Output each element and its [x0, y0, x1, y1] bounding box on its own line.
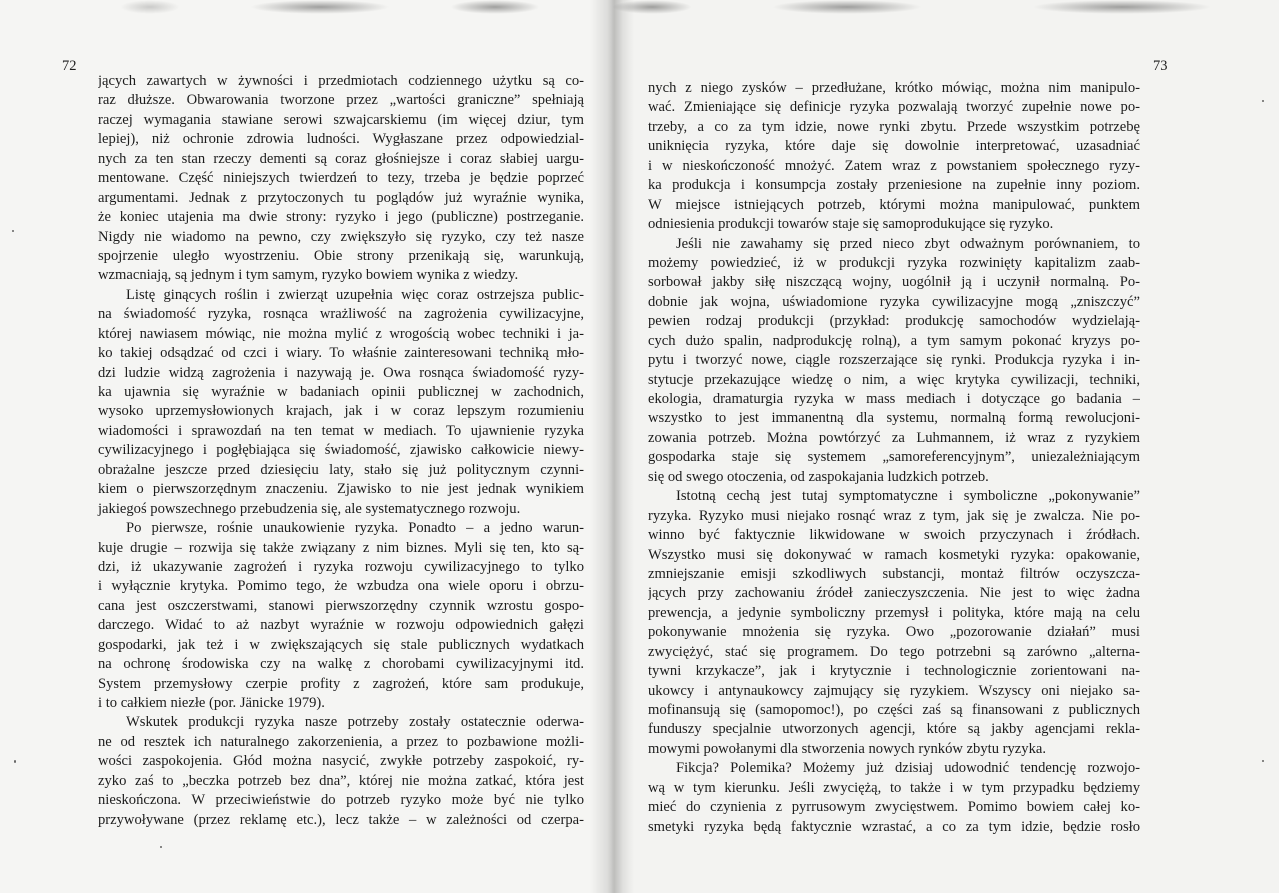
- scan-smudge: [120, 0, 180, 14]
- text-line: System przemysłowy czerpie profity z zagrożeń, które sam produkuje,: [98, 675, 584, 692]
- text-line: mieć do czynienia z pyrrusowym zwycięstwem. Pomimo bowiem całej ko-: [648, 799, 1140, 816]
- text-line: ka ujawnia się wyraźnie w badaniach opinii publicznej w zachodnich,: [98, 384, 584, 401]
- text-line: gospodarki, jak też i w zwiększających się stale publicznych wydatkach: [98, 636, 584, 653]
- text-line: darczego. Widać to aż nazbyt wyraźnie w rozwoju odpowiednich gałęzi: [98, 617, 584, 634]
- text-line: na świadomość ryzyka, rosnąca wrażliwość na zagrożenia cywilizacyjne,: [98, 306, 584, 323]
- text-line: cych dużo spalin, nadprodukcję rolną), a tym samym pokonać kryzys po-: [648, 332, 1140, 349]
- text-line: wości zaspokojenia. Głód można nasycić, zwykłe potrzeby zaspokoić, ry-: [98, 753, 584, 770]
- text-line: się od swego otoczenia, od zaspokajania ludzkich potrzeb.: [648, 468, 989, 485]
- text-line: Fikcja? Polemika? Możemy już dzisiaj udowodnić tendencję rozwojo-: [676, 760, 1140, 777]
- scan-speck: [14, 760, 16, 763]
- text-line: ryzyka. Ryzyko musi niejako rosnąć wraz z tym, jak się je zwalcza. Nie po-: [648, 507, 1140, 524]
- scan-smudge: [450, 0, 540, 14]
- scan-smudge: [250, 0, 390, 14]
- text-line: wą w tym kierunku. Jeśli zwyciężą, to także i w tym przypadku będziemy: [648, 779, 1140, 796]
- text-line: nieskończona. W przeciwieństwie do potrzeb ryzyko może być nie tylko: [98, 792, 584, 809]
- text-line: Po pierwsze, rośnie unaukowienie ryzyka. Ponadto – a jedno warun-: [126, 520, 584, 537]
- text-line: nych z niego zysków – przedłużane, krótko mówiąc, można nim manipulo-: [648, 80, 1140, 96]
- text-line: lepiej), niż ochronie zdrowia ludności. Wygłaszane przez odpowiedzial-: [98, 131, 584, 148]
- text-line: jakiegoś powszechnego przebudzenia się, ale systematycznego rozwoju.: [98, 500, 521, 517]
- scan-smudge: [1032, 0, 1212, 14]
- text-line: że koniec utajenia ma dwie strony: ryzyko i jego (publiczne) postrzeganie.: [98, 209, 584, 226]
- scan-speck: [160, 846, 162, 848]
- text-line: ka produkcja i konsumpcja zostały przeniesione na zupełnie inny poziom.: [648, 177, 1140, 194]
- text-line: prewencja, a jedynie symboliczny przemysł i polityka, które mają na celu: [648, 604, 1140, 621]
- page-number: 72: [62, 58, 77, 74]
- text-line: jących zawartych w żywności i przedmiotach codziennego użytku są co-: [98, 73, 584, 89]
- text-line: Wskutek produkcji ryzyka nasze potrzeby zostały ostatecznie oderwa-: [126, 714, 584, 731]
- text-line: kiem o pierwszorzędnym znaczeniu. Zjawisko to nie jest jednak wynikiem: [98, 481, 584, 498]
- text-line: raczej wymagania stawiane serowi szwajcarskiemu (im więcej dziur, tym: [98, 111, 584, 128]
- text-line: ekologia, dramaturgia ryzyka w mass mediach i dotyczące go badania –: [648, 391, 1140, 408]
- left-text-column: [98, 72, 584, 830]
- text-line: wysoko uprzemysłowionych krajach, jak i w coraz lepszym rozumieniu: [98, 403, 584, 420]
- text-line: zwyciężyć, stać się programem. Do tego potrzebni są zarówno „alterna-: [648, 643, 1140, 660]
- text-line: raz dłuższe. Obwarowania tworzone przez „wartości graniczne” spełniają: [98, 92, 584, 109]
- scan-smudge: [612, 0, 692, 14]
- scan-speck: [1262, 760, 1264, 762]
- text-line: wszystko to jest immanentną dla systemu, normalną formą rewolucjoni-: [648, 410, 1140, 427]
- text-line: zmniejszanie emisji szkodliwych substancji, montaż filtrów oczyszcza-: [648, 565, 1140, 582]
- text-line: dzi ludzie widzą zagrożenia i nazywają je. Owa rosnąca świadomość ryzy-: [98, 364, 584, 381]
- text-line: uniknięcia ryzyka, które daje się dowolnie interpretować, uzasadniać: [648, 138, 1140, 155]
- text-line: obrażalne jeszcze przed dziesięciu laty, stało się już politycznym czynni-: [98, 461, 584, 478]
- text-line: mofinansują się (samopomoc!), po części zaś są finansowani z publicznych: [648, 702, 1140, 719]
- text-line: zowania potrzeb. Można powtórzyć za Luhmannem, iż wraz z ryzykiem: [648, 429, 1140, 446]
- text-line: smetyki ryzyka będą faktycznie wzrastać, a co za tym idzie, będzie rosło: [648, 818, 1140, 835]
- text-line: kuje drugie – rozwija się także związany z nim biznes. Myli się ten, kto są-: [98, 539, 584, 556]
- text-line: argumentami. Jednak z przytoczonych tu poglądów już wyraźnie wynika,: [98, 189, 584, 206]
- text-line: i to całkiem niezłe (por. Jänicke 1979).: [98, 695, 325, 712]
- text-line: pytu i tworzyć nowe, ciągle rozszerzające się rynki. Produkcja ryzyka i in-: [648, 352, 1140, 369]
- text-line: mowymi powołanymi dla stworzenia nowych rynków zbytu ryzyka.: [648, 740, 1047, 757]
- text-line: Jeśli nie zawahamy się przed nieco zbyt odważnym porównaniem, to: [676, 235, 1140, 252]
- right-page: [612, 0, 1279, 893]
- text-line: Nigdy nie wiadomo na pewno, czy zwiększyło się ryzyko, czy też nasze: [98, 228, 584, 245]
- text-line: i w nieskończoność mnożyć. Zatem wraz z powstaniem społecznego ryzy-: [648, 157, 1140, 174]
- text-line: wiadomości i sprawozdań na ten temat w mediach. To ujawnienie ryzyka: [98, 422, 584, 439]
- text-line: spojrzenie uległo wyostrzeniu. Obie strony przenikają się, warunkują,: [98, 247, 584, 264]
- text-line: cywilizacyjnego i pogłębiająca się świadomość, zjawisko całkowicie niewy-: [98, 442, 584, 459]
- text-line: gospodarka staje się systemem „samoreferencyjnym”, uniezależniającym: [648, 449, 1140, 466]
- text-line: zyko zaś to „beczka potrzeb bez dna”, której nie można zatkać, która jest: [98, 772, 584, 789]
- text-line: odniesienia produkcji towarów staje się samoprodukujące się ryzyko.: [648, 216, 1054, 233]
- text-line: pokonywanie mnożenia się ryzyka. Owo „pozorowanie działań” musi: [648, 624, 1140, 641]
- text-line: stytucje przekazujące wiedzę o nim, a więc krytyka cywilizacji, techniki,: [648, 371, 1140, 388]
- text-line: dzi, iż ukazywanie zagrożeń i ryzyka rozwoju cywilizacyjnego to tylko: [98, 558, 584, 575]
- text-line: nych za ten stan rzeczy dementi są coraz głośniejsze i coraz słabiej uargu-: [98, 150, 584, 167]
- text-line: możemy powiedzieć, iż w produkcji ryzyka rozwinięty kapitalizm zaab-: [648, 254, 1140, 271]
- text-line: cana jest oszczerstwami, stanowi pierwszorzędny czynnik wzrostu gospo-: [98, 597, 584, 614]
- text-line: której nawiasem mówiąc, nie można mylić z wrogością wobec techniki i ja-: [98, 325, 584, 342]
- text-line: na ochronę środowiska czy na walkę z chorobami cywilizacyjnymi itd.: [98, 656, 584, 673]
- scan-speck: [1262, 100, 1264, 102]
- text-line: ko takiej odsądzać od czci i wiary. To właśnie zainteresowani techniką mło-: [98, 345, 584, 362]
- text-line: i wyłącznie krytyka. Pomimo tego, że wzbudza ona wiele oporu i obrzu-: [98, 578, 584, 595]
- text-line: W miejsce istniejących potrzeb, którymi można manipulować, punktem: [648, 196, 1140, 213]
- text-line: tywni krzykacze”, jak i krytycznie i technologicznie zorientowani na-: [648, 663, 1140, 680]
- left-page: [0, 0, 612, 893]
- text-line: pewien rodzaj produkcji (przykład: produkcję samochodów wydzielają-: [648, 313, 1140, 330]
- text-line: Listę ginących roślin i zwierząt uzupełnia więc coraz ostrzejsza public-: [126, 286, 584, 303]
- scan-smudge: [772, 0, 922, 14]
- text-line: wać. Zmieniające się definicje ryzyka pozwalają tworzyć zupełnie nowe po-: [648, 99, 1140, 116]
- text-line: mentowane. Część niniejszych twierdzeń to tezy, trzeba je będzie poprzeć: [98, 170, 584, 187]
- text-line: trzeby, a co za tym idzie, nowe rynki zbytu. Przede wszystkim potrzebę: [648, 118, 1140, 135]
- text-line: dobnie jak wojna, uświadomione ryzyka cywilizacyjne mogą „zniszczyć”: [648, 293, 1140, 310]
- text-line: Istotną cechą jest tutaj symptomatyczne i symboliczne „pokonywanie”: [676, 488, 1140, 505]
- text-line: ne od resztek ich naturalnego zakorzenienia, a przez to pozbawione możli-: [98, 733, 584, 750]
- text-line: Wszystko musi się dokonywać w ramach kosmetyki ryzyka: opakowanie,: [648, 546, 1140, 563]
- text-line: wzmacniają, są jednym i tym samym, ryzyko bowiem wynika z wiedzy.: [98, 267, 519, 284]
- text-line: winno być faktycznie likwidowane w swoich przyczynach i źródłach.: [648, 527, 1140, 544]
- page-number: 73: [1153, 58, 1168, 74]
- text-line: przywoływane (przez reklamę etc.), lecz także – w zależności od czerpa-: [98, 811, 584, 828]
- text-line: funduszy specjalnie utworzonych agencji, które są jakby agencjami rekla-: [648, 721, 1140, 738]
- text-line: sorbował jakby siłę niszczącą wojny, uogólnił ją i uczynił normalną. Po-: [648, 274, 1140, 291]
- scan-speck: [12, 230, 14, 232]
- right-text-column: [648, 79, 1140, 837]
- text-line: jących przy zachowaniu źródeł zanieczyszczenia. Nie jest to więc żadna: [648, 585, 1140, 602]
- text-line: ukowcy i antynaukowcy zajmujący się ryzykiem. Wszyscy oni niejako sa-: [648, 682, 1140, 699]
